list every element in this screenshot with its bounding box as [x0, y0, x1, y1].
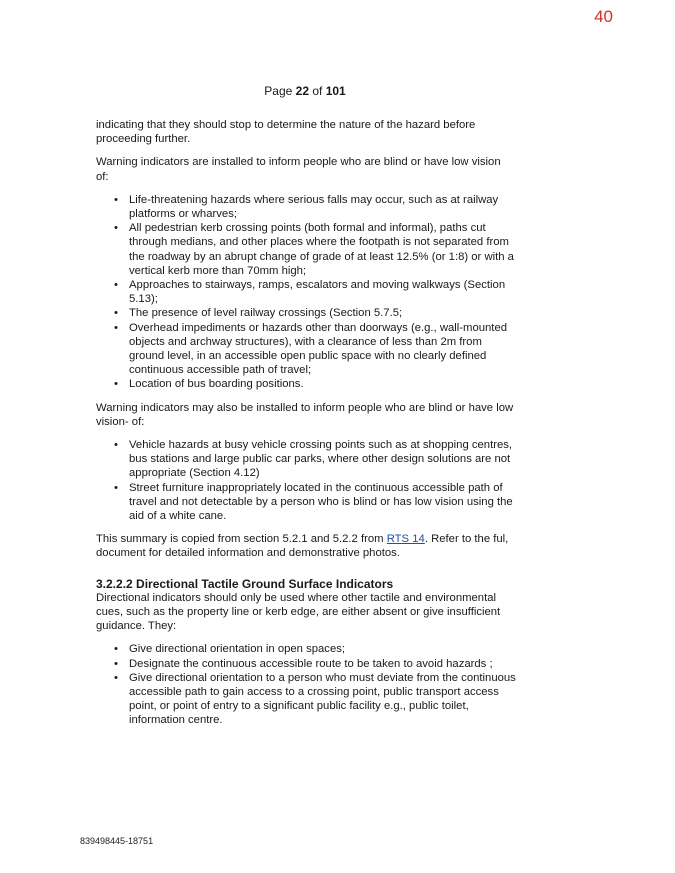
page-marker: 40	[594, 7, 613, 26]
summary-text-before: This summary is copied from section 5.2.1 and 5.2.2 from	[96, 533, 387, 546]
list-item: • Give directional orientation in open spaces;	[129, 642, 516, 656]
directional-list	[96, 642, 516, 727]
list-item: • All pedestrian kerb crossing points (both formal and informal), paths cut through medians, and other places where the footpath is not separated from the roadway by an abrupt change of grade of at least 12.5% (or 1:8) or with a vertical kerb more than 70mm high;	[129, 221, 516, 278]
summary-text-after: . Refer to the ful, document for detailed information and demonstrative photos.	[96, 533, 509, 560]
document-id: 839498445-18751	[80, 836, 154, 846]
list-item: • Life-threatening hazards where serious falls may occur, such as at railway platforms or wharves;	[129, 193, 516, 221]
list-item: • Street furniture inappropriately located in the continuous accessible path of travel and not detectable by a person who is blind or has low vision using the aid of a white cane.	[129, 481, 516, 524]
directional-intro-paragraph: Directional indicators should only be used where other tactile and environmental cues, such as the property line or kerb edge, are either absent or give insufficient guidance. They:	[96, 591, 501, 633]
page-header	[0, 84, 610, 98]
warning-list	[96, 193, 516, 392]
page-header-middle: of	[309, 84, 326, 98]
list-item: • Location of bus boarding positions.	[129, 377, 516, 391]
list-item: • Approaches to stairways, ramps, escalators and moving walkways (Section 5.13);	[129, 278, 516, 306]
section-heading: 3.2.2.2 Directional Tactile Ground Surface Indicators	[96, 576, 394, 591]
warning-also-intro-paragraph: Warning indicators may also be installed to inform people who are blind or have low vision- of:	[96, 401, 514, 428]
list-item: • The presence of level railway crossings (Section 5.7.5;	[129, 306, 516, 320]
page-header-prefix: Page	[264, 84, 296, 98]
list-item: • Give directional orientation to a person who must deviate from the continuous accessible path to gain access to a crossing point, public transport access point, or point of entry to a significant public facility e.g., public toilet, information centre.	[129, 671, 516, 728]
document-body	[96, 118, 516, 737]
page-header-total: 101	[325, 84, 346, 98]
list-item: • Designate the continuous accessible route to be taken to avoid hazards ;	[129, 657, 516, 671]
list-item: • Overhead impediments or hazards other than doorways (e.g., wall-mounted objects and archway structures), with a clearance of less than 2m from ground level, in an accessible open public space with no clearly defined continuous accessible path of travel;	[129, 321, 516, 378]
rts14-link[interactable]: RTS 14	[386, 533, 425, 546]
summary-paragraph	[96, 532, 516, 560]
list-item: • Vehicle hazards at busy vehicle crossing points such as at shopping centres, bus stations and large public car parks, where other design solutions are not appropriate (Section 4.12)	[129, 438, 516, 481]
warning-also-list	[96, 438, 516, 523]
intro-paragraph: indicating that they should stop to determine the nature of the hazard before proceeding further.	[96, 119, 476, 146]
page-header-current: 22	[295, 84, 309, 98]
warning-intro-paragraph: Warning indicators are installed to inform people who are blind or have low vision of:	[96, 156, 501, 183]
